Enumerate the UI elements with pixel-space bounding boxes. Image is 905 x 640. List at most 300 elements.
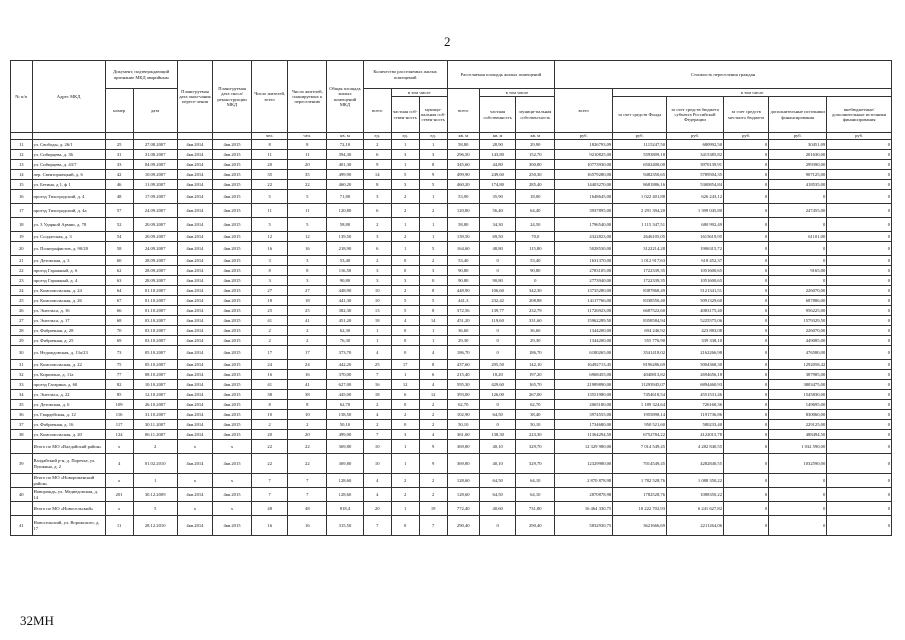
table-cell: 4кв.2015	[213, 454, 252, 474]
table-cell: 8	[288, 266, 327, 276]
table-cell: 152,70	[516, 150, 555, 160]
table-cell: 1	[419, 190, 447, 204]
table-cell: 370,00	[327, 370, 364, 380]
table-cell: 1722339,35	[613, 276, 667, 286]
table-cell: 3	[251, 256, 288, 266]
table-cell: 62,70	[447, 400, 479, 410]
header-planned-demolish: Плани-руемая дата сноса/ реконструкции МКД	[213, 61, 252, 133]
table-cell: 174,80	[479, 180, 516, 190]
table-cell: 2	[363, 420, 391, 430]
table-cell: 1 012 917,63	[613, 256, 667, 266]
subtotal-row	[11, 502, 892, 516]
table-cell: 0	[827, 474, 892, 488]
table-cell: 18,20	[479, 370, 516, 380]
table-cell: 11726923,00	[555, 306, 613, 316]
table-cell: 0	[419, 276, 447, 286]
table-cell: 369,80	[447, 454, 479, 474]
table-cell: 116,50	[327, 266, 364, 276]
table-cell: 67	[105, 296, 133, 306]
table-cell: 10773930,00	[555, 160, 613, 170]
table-cell: 120,80	[447, 204, 479, 218]
table-cell: 2	[288, 326, 327, 336]
table-cell: 20	[11, 242, 33, 256]
table-cell: 2	[391, 474, 419, 488]
table-cell: 128,60	[327, 488, 364, 502]
table-cell: 0	[827, 160, 892, 170]
table-cell: 680 992,49	[667, 218, 724, 232]
table-cell: 0	[724, 430, 769, 440]
table-cell: 48	[105, 190, 133, 204]
table-row	[11, 390, 892, 400]
table-cell: 499,90	[327, 170, 364, 180]
table-cell: 64,50	[479, 410, 516, 420]
table-cell: 10	[363, 454, 391, 474]
table-cell: 295,50	[479, 360, 516, 370]
table-cell: 1	[133, 474, 177, 488]
address-cell: проезд Тихоградский, д. 4а	[32, 204, 105, 218]
table-cell: 250,30	[516, 170, 555, 180]
table-cell: 25	[105, 140, 133, 150]
table-cell: 4кв.2015	[213, 232, 252, 242]
table-cell: 16	[251, 516, 288, 536]
table-cell: 223,30	[516, 430, 555, 440]
table-cell: 48,80	[479, 242, 516, 256]
unit-cell: кв. м	[516, 133, 555, 140]
header-residents-total: Число жителей, всего	[251, 61, 288, 133]
table-cell: 1051600,65	[667, 276, 724, 286]
table-cell	[11, 502, 33, 516]
table-cell: 30.11.2007	[133, 420, 177, 430]
table-cell: 24,50	[516, 218, 555, 232]
table-cell: 5	[133, 502, 177, 516]
address-cell: ул. Полиграфистов, д. 90/20	[32, 242, 105, 256]
table-row	[11, 276, 892, 286]
table-cell: 1	[419, 232, 447, 242]
table-cell: 9	[419, 440, 447, 454]
table-cell: 20	[288, 430, 327, 440]
table-cell: 0	[724, 326, 769, 336]
table-cell: 64,50	[479, 474, 516, 488]
table-cell: 2	[391, 286, 419, 296]
unit-cell	[177, 133, 212, 140]
table-cell: 4кв.2015	[213, 488, 252, 502]
table-cell: 0	[479, 266, 516, 276]
table-cell: 3	[391, 150, 419, 160]
header-cost-total: всего	[555, 89, 613, 133]
table-cell: 1 399 045,80	[667, 204, 724, 218]
table-cell: 8338550,40	[613, 296, 667, 306]
table-cell: 1782528,76	[613, 488, 667, 502]
table-cell: 16 464 330,75	[555, 502, 613, 516]
table-cell: 448,90	[327, 286, 364, 296]
table-cell: 0	[479, 256, 516, 266]
table-cell: 0	[391, 346, 419, 360]
table-cell: 30451,09	[769, 140, 827, 150]
address-cell: ул. Комсомольская, д. 24	[32, 286, 105, 296]
table-cell: 18	[288, 296, 327, 306]
table-row	[11, 410, 892, 420]
table-cell: 2694656,18	[667, 370, 724, 380]
address-cell: ул. Детовская, д. 3	[32, 256, 105, 266]
table-cell: 0	[827, 336, 892, 346]
table-cell: 0	[724, 218, 769, 232]
table-cell: 165,70	[516, 380, 555, 390]
table-cell: 4	[363, 410, 391, 420]
table-cell: 5	[251, 218, 288, 232]
table-cell: 9165,00	[769, 266, 827, 276]
table-cell: 373,70	[327, 346, 364, 360]
table-cell: 0	[724, 232, 769, 242]
table-row	[11, 286, 892, 296]
table-cell: 0	[827, 276, 892, 286]
table-cell: 3	[363, 266, 391, 276]
table-cell: 70,0	[516, 232, 555, 242]
table-cell: 5	[391, 306, 419, 316]
table-cell: 3	[419, 150, 447, 160]
table-cell: 37	[11, 420, 33, 430]
table-cell: 16	[363, 380, 391, 390]
table-cell: 1	[419, 140, 447, 150]
table-cell: 27	[11, 316, 33, 326]
table-cell: 4кв.2014	[177, 170, 212, 180]
table-row	[11, 380, 892, 390]
table-cell: 85	[105, 390, 133, 400]
table-cell: 28,90	[479, 140, 516, 150]
table-cell: 35	[251, 170, 288, 180]
table-cell: 128,60	[447, 488, 479, 502]
table-cell: 3937895,00	[555, 204, 613, 218]
table-cell: 369,80	[327, 454, 364, 474]
table-cell: 5	[251, 190, 288, 204]
table-cell: 2	[251, 336, 288, 346]
table-cell: 201	[105, 488, 133, 502]
table-cell: 0	[769, 488, 827, 502]
table-cell: 0	[827, 266, 892, 276]
table-cell: 3	[363, 276, 391, 286]
table-cell: 4083175,40	[667, 306, 724, 316]
unit-cell: чел.	[288, 133, 327, 140]
address-cell: ул. Энгельса, д. 16	[32, 306, 105, 316]
unit-cell	[105, 133, 133, 140]
table-cell: 7454618,54	[613, 390, 667, 400]
table-cell: 0	[479, 336, 516, 346]
table-cell: 2	[251, 420, 288, 430]
table-cell: 10.09.2007	[133, 170, 177, 180]
table-cell: 29	[11, 336, 33, 346]
table-cell: 5593809,18	[613, 150, 667, 160]
header-cost: Стоимость переселения граждан	[555, 61, 892, 89]
table-cell: 90,80	[479, 276, 516, 286]
table-cell: 0	[724, 296, 769, 306]
table-cell: 11	[288, 150, 327, 160]
table-cell: 6 241 627,82	[667, 502, 724, 516]
table-cell: 4122015,78	[667, 430, 724, 440]
header-area-private: частная собственность	[479, 97, 516, 133]
table-cell: 0	[827, 180, 892, 190]
table-cell: 58,80	[447, 218, 479, 232]
unit-cell: руб.	[827, 133, 892, 140]
table-row	[11, 296, 892, 306]
table-cell: 232,42	[479, 296, 516, 306]
table-cell: 119,60	[479, 316, 516, 326]
table-cell: 6502400,00	[613, 160, 667, 170]
table-cell: 50,10	[516, 420, 555, 430]
table-cell: 4кв.2014	[177, 242, 212, 256]
table-cell: 0	[827, 190, 892, 204]
table-cell: 1032590,00	[769, 454, 827, 474]
table-cell: 0	[827, 390, 892, 400]
table-cell: 20	[363, 502, 391, 516]
table-cell: 11	[251, 150, 288, 160]
table-cell: 4кв.2015	[213, 190, 252, 204]
table-cell: 4кв.2015	[213, 400, 252, 410]
table-cell: 38,40	[516, 410, 555, 420]
table-cell: 2	[363, 140, 391, 150]
table-cell: 20	[288, 160, 327, 170]
table-cell: 22	[288, 180, 327, 190]
table-cell: 19	[419, 502, 447, 516]
table-cell: 331,60	[516, 316, 555, 326]
table-cell: x	[177, 502, 212, 516]
table-cell: 0	[827, 316, 892, 326]
table-cell: x	[213, 502, 252, 516]
table-cell: 164,60	[447, 242, 479, 256]
table-cell: 38	[11, 430, 33, 440]
table-cell: 382,30	[327, 306, 364, 316]
address-cell: Итого по МО «Новосельский»	[32, 502, 105, 516]
header-cost-budget-local: за счет средств местного бюджета	[724, 97, 769, 133]
table-row	[11, 306, 892, 316]
table-row	[11, 170, 892, 180]
unit-cell: руб.	[555, 133, 613, 140]
table-cell: 16579280,00	[555, 170, 613, 180]
table-cell: 7	[251, 474, 288, 488]
table-cell: 8	[251, 266, 288, 276]
table-row	[11, 360, 892, 370]
table-cell: 4кв.2015	[213, 180, 252, 190]
table-cell: 17.09.2007	[133, 190, 177, 204]
table-cell: 329,70	[516, 440, 555, 454]
table-row	[11, 420, 892, 430]
table-cell: 18	[363, 390, 391, 400]
table-cell: 4кв.2014	[177, 204, 212, 218]
table-cell: 4кв.2014	[177, 326, 212, 336]
table-row	[11, 204, 892, 218]
table-cell: 2	[419, 256, 447, 266]
table-cell: 0	[724, 516, 769, 536]
address-cell: ул. Свободы, д. 26/1	[32, 140, 105, 150]
table-cell: 28.09.2007	[133, 256, 177, 266]
table-cell: 2870878,98	[555, 488, 613, 502]
table-cell: 0	[724, 190, 769, 204]
unit-cell: ед.	[419, 133, 447, 140]
table-cell: 53,40	[516, 256, 555, 266]
table-cell: 17	[11, 204, 33, 218]
table-cell: 05.10.2007	[133, 346, 177, 360]
table-cell: 0	[479, 326, 516, 336]
table-cell: 64,40	[516, 204, 555, 218]
table-cell: 138,50	[327, 410, 364, 420]
table-cell: 197,20	[516, 370, 555, 380]
unit-cell: чел.	[251, 133, 288, 140]
table-cell: 229125,00	[769, 420, 827, 430]
table-cell: 4кв.2014	[177, 316, 212, 326]
table-cell: 8	[419, 286, 447, 296]
table-cell: 5	[391, 170, 419, 180]
table-cell: 7	[363, 370, 391, 380]
table-cell: 218,90	[327, 242, 364, 256]
table-cell: 4	[363, 346, 391, 360]
table-cell: 2	[419, 474, 447, 488]
table-cell: 28.12.2010	[133, 516, 177, 536]
table-cell: 0	[724, 360, 769, 370]
table-cell: 42	[105, 170, 133, 180]
table-cell: 20.09.2007	[133, 232, 177, 242]
address-cell: ул. Кирпично, д. 11а	[32, 370, 105, 380]
table-cell: 8	[419, 306, 447, 316]
table-cell: 1088350,22	[667, 488, 724, 502]
table-cell: 1	[391, 160, 419, 170]
table-row	[11, 180, 892, 190]
table-cell: 1	[363, 326, 391, 336]
header-rooms-private: частная соб-ствен-ность	[391, 97, 419, 133]
table-cell: 58	[105, 242, 133, 256]
header-planned-end: Плани-руемая дата окон-чания пересе-ления	[177, 61, 212, 133]
table-cell: 4кв.2014	[177, 336, 212, 346]
table-cell: 5225575,06	[667, 316, 724, 326]
table-cell: 4кв.2015	[213, 286, 252, 296]
table-cell: 0	[827, 430, 892, 440]
table-cell: 2	[363, 218, 391, 232]
table-cell: 26	[11, 306, 33, 316]
table-cell: 0	[827, 410, 892, 420]
table-row	[11, 346, 892, 360]
table-cell: 41	[251, 380, 288, 390]
table-cell: 0	[827, 502, 892, 516]
table-cell: 290,40	[516, 516, 555, 536]
table-cell: 106,60	[479, 286, 516, 296]
table-cell: 2	[419, 410, 447, 420]
header-cost-additional: дополнительные источники финансирования	[769, 97, 827, 133]
table-cell: 226070,00	[769, 326, 827, 336]
table-cell: x	[213, 474, 252, 488]
table-cell: 4кв.2015	[213, 296, 252, 306]
table-cell: 393,00	[447, 390, 479, 400]
table-cell: 1	[391, 454, 419, 474]
table-cell: 476580,00	[769, 346, 827, 360]
table-cell: 4322823,00	[555, 232, 613, 242]
table-cell: 4кв.2014	[177, 306, 212, 316]
table-cell: 4кв.2015	[213, 326, 252, 336]
table-cell: 2	[419, 488, 447, 502]
table-cell: 726160,36	[667, 400, 724, 410]
table-cell: 0	[827, 242, 892, 256]
table-cell: 0	[769, 190, 827, 204]
table-cell: 0	[724, 400, 769, 410]
address-cell: Итого по МО «Валдайский район»	[32, 440, 105, 454]
table-cell: 22	[251, 454, 288, 474]
table-cell: 4040813,82	[613, 370, 667, 380]
table-cell: 30.12.2009	[133, 488, 177, 502]
table-cell: 4551531,46	[667, 390, 724, 400]
address-cell: ул. Гвардейская, д. 12	[32, 410, 105, 420]
table-cell: 28.09.2007	[133, 266, 177, 276]
table-cell: 14117766,00	[555, 296, 613, 306]
table-cell: 7	[419, 516, 447, 536]
table-cell: 4кв.2015	[213, 360, 252, 370]
table-cell: 12329980,00	[555, 454, 613, 474]
table-cell: 33	[11, 380, 33, 390]
table-cell: 08.10.2007	[133, 370, 177, 380]
table-cell: 14	[419, 316, 447, 326]
table-cell: 2	[419, 204, 447, 218]
table-cell: 0	[827, 516, 892, 536]
table-cell: 14	[363, 170, 391, 180]
table-cell: 27.08.2007	[133, 140, 177, 150]
table-cell: 48	[288, 502, 327, 516]
table-cell: 32	[11, 370, 33, 380]
table-cell: 2065180,00	[555, 400, 613, 410]
table-cell: 0	[827, 286, 892, 296]
table-cell: 0	[391, 326, 419, 336]
table-cell: 4кв.2015	[213, 306, 252, 316]
table-cell: 4	[419, 380, 447, 390]
table-cell: 1579329,50	[769, 316, 827, 326]
table-cell: 2	[391, 190, 419, 204]
table-cell: 4кв.2014	[177, 488, 212, 502]
unit-cell: кв. м	[327, 133, 364, 140]
table-cell: 0	[724, 204, 769, 218]
table-row	[11, 232, 892, 242]
unit-cell	[32, 133, 105, 140]
table-cell: 142,10	[516, 360, 555, 370]
table-cell: 299390,00	[769, 160, 827, 170]
table-cell: 6	[363, 204, 391, 218]
table-cell: 3	[288, 256, 327, 266]
table-cell: 2	[391, 410, 419, 420]
table-cell: 25	[251, 306, 288, 316]
table-cell: 772,40	[447, 502, 479, 516]
table-cell: 4кв.2014	[177, 276, 212, 286]
table-cell: 215,40	[447, 370, 479, 380]
table-cell: 38	[288, 390, 327, 400]
table-cell: 369,80	[327, 440, 364, 454]
table-cell: 64,10	[516, 474, 555, 488]
table-cell: 0	[724, 410, 769, 420]
table-cell: 1 115 347,51	[613, 218, 667, 232]
table-cell: 35	[288, 170, 327, 180]
table-cell: 4кв.2014	[177, 160, 212, 170]
table-cell: 0	[724, 140, 769, 150]
table-cell: 4кв.2015	[213, 256, 252, 266]
table-cell: 460,20	[447, 180, 479, 190]
table-cell: 0	[769, 474, 827, 488]
table-cell: 8	[419, 360, 447, 370]
table-cell: 128,60	[447, 474, 479, 488]
table-cell: 9482350,65	[613, 170, 667, 180]
table-cell: 0	[827, 218, 892, 232]
table-cell: 23	[11, 276, 33, 286]
table-cell: x	[105, 502, 133, 516]
table-cell: 4кв.2014	[177, 360, 212, 370]
table-cell: 36,60	[447, 326, 479, 336]
table-cell: 4кв.2015	[213, 336, 252, 346]
table-cell: 0	[724, 488, 769, 502]
table-cell: 4кв.2014	[177, 370, 212, 380]
table-cell: 1648645,00	[555, 190, 613, 204]
table-cell: 3	[391, 180, 419, 190]
table-cell: 0	[724, 256, 769, 266]
